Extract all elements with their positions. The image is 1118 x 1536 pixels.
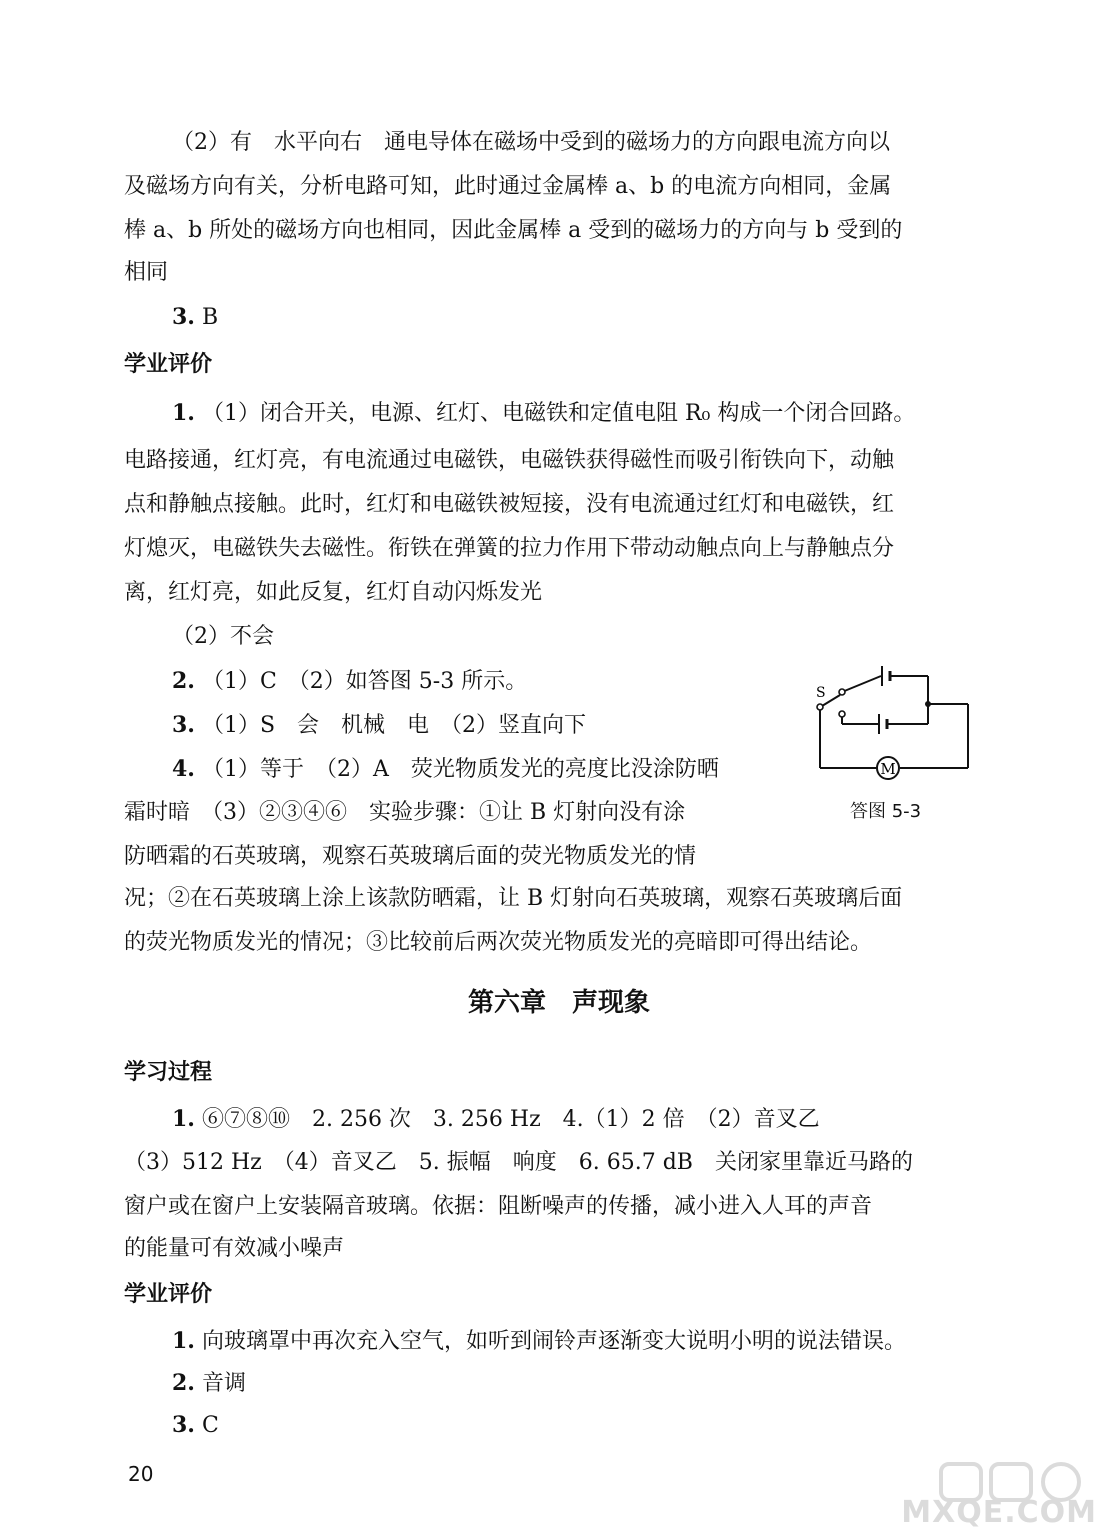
item-number: 1. bbox=[172, 400, 195, 426]
paragraph-line: 电路接通，红灯亮，有电流通过电磁铁，电磁铁获得磁性而吸引衔铁向下，动触 bbox=[124, 448, 895, 473]
paragraph-line: （3）512 Hz （4）音叉乙 5. 振幅 响度 6. 65.7 dB 关闭家里靠近马路的 bbox=[124, 1150, 913, 1175]
watermark bbox=[901, 1460, 1105, 1532]
answer-item bbox=[172, 1104, 820, 1135]
chapter-title: 第六章 声现象 bbox=[467, 988, 650, 1018]
item-number: 1. bbox=[172, 1106, 195, 1132]
paragraph-line: 相同 bbox=[124, 260, 169, 285]
switch-contact-bottom bbox=[839, 711, 845, 717]
paragraph-line: 及磁场方向有关，分析电路可知，此时通过金属棒 a、b 的电流方向相同，金属 bbox=[124, 174, 892, 199]
answer-item bbox=[172, 302, 218, 333]
paragraph-line: 况；②在石英玻璃上涂上该款防晒霜，让 B 灯射向石英玻璃，观察石英玻璃后面 bbox=[124, 886, 903, 911]
switch-label: S bbox=[816, 685, 826, 701]
paragraph-line: （2）不会 bbox=[172, 624, 274, 649]
paragraph-line: 点和静触点接触。此时，红灯和电磁铁被短接，没有电流通过红灯和电磁铁，红 bbox=[124, 492, 895, 517]
watermark-text: MXQE.COM bbox=[901, 1495, 1097, 1530]
item-text: （1）等于 （2）A 荧光物质发光的亮度比没涂防晒 bbox=[201, 757, 719, 782]
item-text: B bbox=[201, 305, 219, 330]
answer-item bbox=[172, 1326, 906, 1357]
item-text: 音调 bbox=[201, 1371, 246, 1396]
figure-caption: 答图 5-3 bbox=[850, 801, 922, 822]
answer-item bbox=[172, 1368, 246, 1399]
answer-item bbox=[172, 754, 719, 785]
paragraph-line: 窗户或在窗户上安装隔音玻璃。依据：阻断噪声的传播，减小进入人耳的声音 bbox=[124, 1194, 873, 1219]
item-number: 2. bbox=[172, 668, 195, 694]
item-text: C bbox=[201, 1413, 219, 1438]
section-heading: 学习过程 bbox=[124, 1060, 213, 1085]
paragraph-line: 霜时暗 （3）②③④⑥ 实验步骤：①让 B 灯射向没有涂 bbox=[124, 800, 686, 825]
answer-item bbox=[172, 1410, 219, 1441]
item-number: 1. bbox=[172, 1328, 195, 1354]
circuit-wire bbox=[842, 676, 881, 692]
item-text: ⑥⑦⑧⑩ 2. 256 次 3. 256 Hz 4.（1）2 倍 （2）音叉乙 bbox=[201, 1107, 820, 1132]
paragraph-line: 的荧光物质发光的情况；③比较前后两次荧光物质发光的亮暗即可得出结论。 bbox=[124, 930, 873, 955]
item-text: 向玻璃罩中再次充入空气，如听到闹铃声逐渐变大说明小明的说法错误。 bbox=[201, 1329, 906, 1354]
answer-item bbox=[172, 710, 586, 741]
switch-pivot bbox=[817, 704, 823, 710]
paragraph-line: 离，红灯亮，如此反复，红灯自动闪烁发光 bbox=[124, 580, 543, 605]
item-number: 3. bbox=[172, 304, 195, 330]
item-text: （1）S 会 机械 电 （2）竖直向下 bbox=[201, 713, 587, 738]
section-heading: 学业评价 bbox=[124, 1282, 213, 1307]
item-number: 2. bbox=[172, 1370, 195, 1396]
answer-item bbox=[172, 666, 527, 697]
section-heading: 学业评价 bbox=[124, 352, 213, 377]
item-number: 4. bbox=[172, 756, 195, 782]
paragraph-line: 灯熄灭，电磁铁失去磁性。衔铁在弹簧的拉力作用下带动动触点向上与静触点分 bbox=[124, 536, 895, 561]
item-text: （1）C （2）如答图 5-3 所示。 bbox=[201, 669, 528, 694]
paragraph-line: 防晒霜的石英玻璃，观察石英玻璃后面的荧光物质发光的情 bbox=[124, 844, 697, 869]
item-number: 3. bbox=[172, 712, 195, 738]
motor-label: M bbox=[880, 760, 896, 778]
paragraph-line: （2）有 水平向右 通电导体在磁场中受到的磁场力的方向跟电流方向以 bbox=[172, 130, 890, 155]
paragraph-line: 棒 a、b 所处的磁场方向也相同，因此金属棒 a 受到的磁场力的方向与 b 受到的 bbox=[124, 218, 903, 243]
switch-contact-top bbox=[839, 689, 845, 695]
answer-item bbox=[172, 398, 915, 429]
page-number: 20 bbox=[128, 1462, 154, 1486]
item-text: （1）闭合开关，电源、红灯、电磁铁和定值电阻 R₀ 构成一个闭合回路。 bbox=[201, 401, 916, 426]
paragraph-line: 的能量可有效减小噪声 bbox=[124, 1236, 345, 1261]
item-number: 3. bbox=[172, 1412, 195, 1438]
